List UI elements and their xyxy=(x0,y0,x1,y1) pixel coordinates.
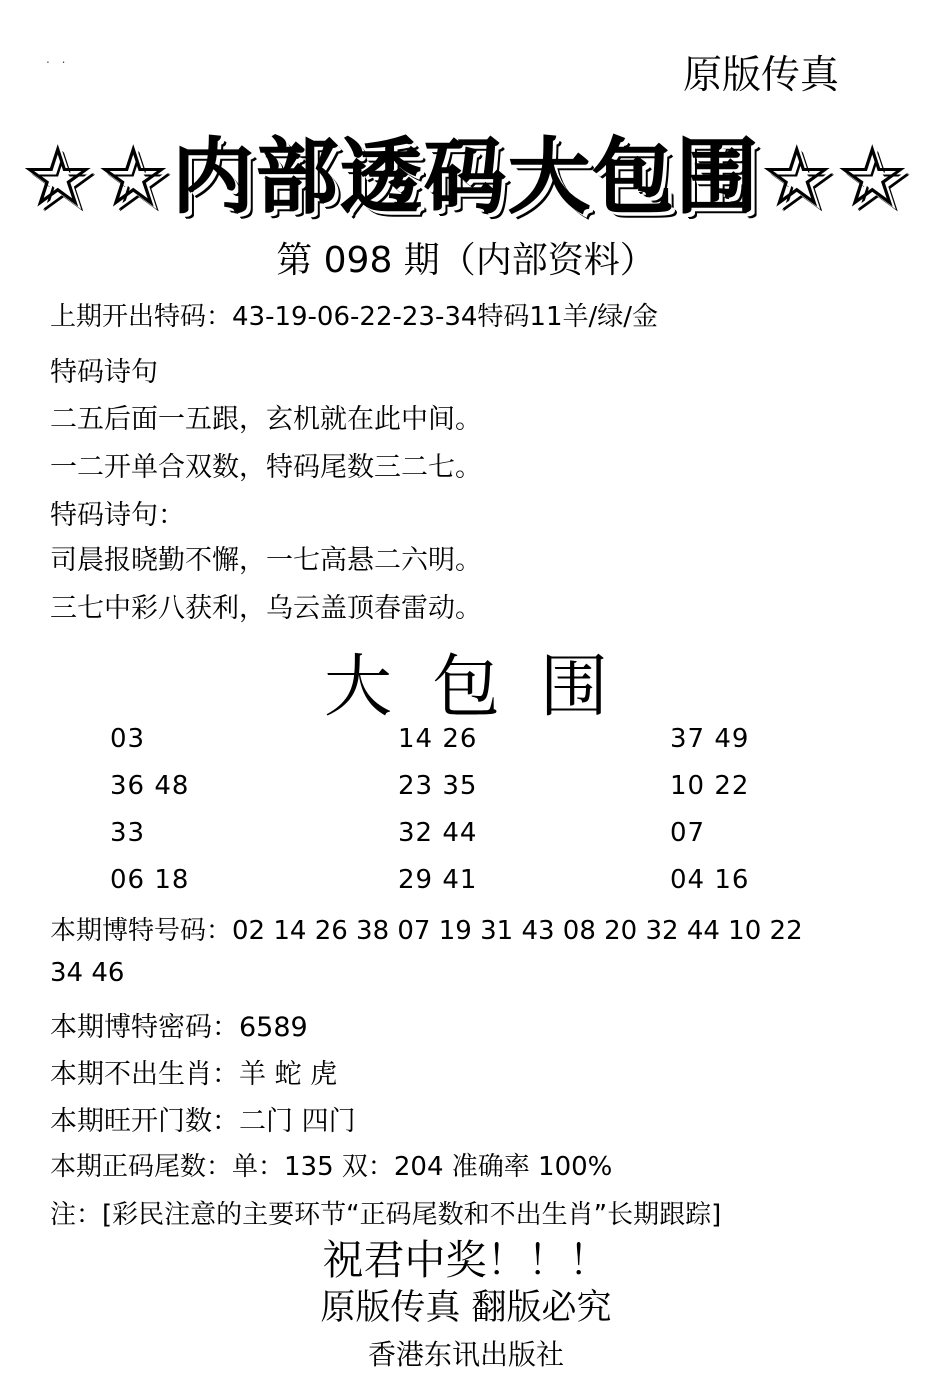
issue-number: 第 098 期（内部资料） xyxy=(276,240,656,281)
section-heading: 大包围 xyxy=(323,648,648,727)
copyright-text: 原版传真 翻版必究 xyxy=(320,1288,612,1328)
poem-line: 三七中彩八获利，乌云盖顶春雷动。 xyxy=(50,593,482,624)
page-title: ☆☆内部透码大包围☆☆ xyxy=(20,130,912,225)
grid-cell: 32 44 xyxy=(398,818,478,848)
special-numbers: 本期博特号码：02 14 26 38 07 19 31 43 08 20 32 44 10 22 xyxy=(50,916,803,946)
tail-numbers: 本期正码尾数：单：135 双：204 准确率 100% xyxy=(50,1152,613,1182)
grid-cell: 10 22 xyxy=(670,771,750,801)
wish-text: 祝君中奖！！！ xyxy=(322,1236,610,1284)
grid-cell: 07 xyxy=(670,818,706,848)
grid-cell: 03 xyxy=(110,724,146,754)
grid-cell: 33 xyxy=(110,818,146,848)
corner-dots: . . xyxy=(46,52,70,66)
publisher-text: 香港东讯出版社 xyxy=(367,1338,564,1371)
grid-cell: 29 41 xyxy=(398,865,478,895)
no-zodiac: 本期不出生肖：羊 蛇 虎 xyxy=(50,1059,338,1090)
previous-result: 上期开出特码：43-19-06-22-23-34特码11羊/绿/金 xyxy=(50,302,659,332)
special-numbers-cont: 34 46 xyxy=(50,958,125,988)
poem-line: 二五后面一五跟，玄机就在此中间。 xyxy=(50,404,482,435)
note: 注：[彩民注意的主要环节“正码尾数和不出生肖”长期跟踪] xyxy=(50,1200,722,1230)
fax-label: 原版传真 xyxy=(683,53,840,98)
grid-cell: 36 48 xyxy=(110,771,190,801)
lucky-doors: 本期旺开门数：二门 四门 xyxy=(50,1106,356,1137)
grid-cell: 23 35 xyxy=(398,771,478,801)
secret-code: 本期博特密码：6589 xyxy=(50,1012,308,1043)
poem-line: 一二开单合双数，特码尾数三二七。 xyxy=(50,452,482,483)
grid-cell: 04 16 xyxy=(670,865,750,895)
grid-cell: 14 26 xyxy=(398,724,478,754)
poem-line: 司晨报晓勤不懈，一七高悬二六明。 xyxy=(50,545,482,576)
grid-cell: 06 18 xyxy=(110,865,190,895)
poem-heading: 特码诗句： xyxy=(50,500,185,531)
poem-heading: 特码诗句 xyxy=(50,357,158,388)
grid-cell: 37 49 xyxy=(670,724,750,754)
